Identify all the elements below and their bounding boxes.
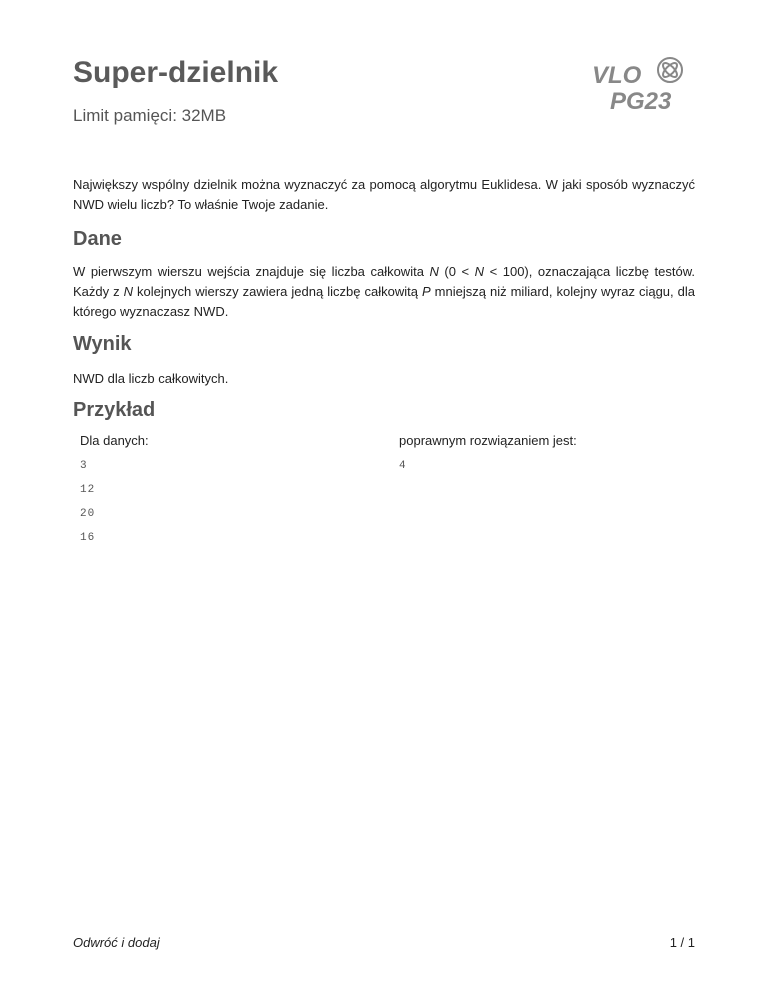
atom-icon	[658, 58, 682, 82]
intro-paragraph: Największy wspólny dzielnik można wyznaczyć za pomocą algorytmu Euklidesa. W jaki sposób wyznaczyć NWD wielu liczb? To właśnie Twoje zadanie.	[73, 177, 695, 212]
page-title: Super-dzielnik	[73, 56, 279, 89]
example-input-label: Dla danych:	[80, 433, 149, 448]
memory-limit: Limit pamięci: 32MB	[73, 106, 227, 125]
example-output-label: poprawnym rozwiązaniem jest:	[399, 433, 577, 448]
example-input-line: 20	[80, 508, 96, 520]
example-output	[399, 433, 577, 484]
section-heading-dane: Dane	[73, 228, 122, 250]
example-block	[73, 433, 695, 583]
footer-next-problem: Odwróć i dodaj	[73, 935, 160, 950]
section-heading-przyklad: Przykład	[73, 399, 156, 421]
page-number: 1 / 1	[669, 935, 695, 950]
example-output-line: 4	[399, 460, 407, 472]
example-input-line: 3	[80, 460, 88, 472]
example-input-line: 12	[80, 484, 96, 496]
wynik-paragraph: NWD dla liczb całkowitych.	[73, 371, 229, 386]
logo-line-2: PG23	[610, 88, 672, 112]
problem-body	[73, 175, 695, 583]
example-input	[80, 433, 149, 556]
example-input-lines	[80, 460, 149, 556]
dane-paragraph: W pierwszym wierszu wejścia znajduje się liczba całkowita N (0 < N < 100), oznaczająca liczbę testów. Każdy z N kolejnych wierszy zawiera jedną liczbę całkowitą P mniejszą niż miliard, kolejny wyraz ciągu, dla którego wyznaczasz NWD.	[73, 264, 696, 319]
vlo-pg23-logo	[590, 56, 690, 112]
logo-line-1: VLO	[592, 62, 642, 89]
example-input-line: 16	[80, 532, 96, 544]
example-output-lines	[399, 460, 577, 484]
section-heading-wynik: Wynik	[73, 333, 132, 355]
